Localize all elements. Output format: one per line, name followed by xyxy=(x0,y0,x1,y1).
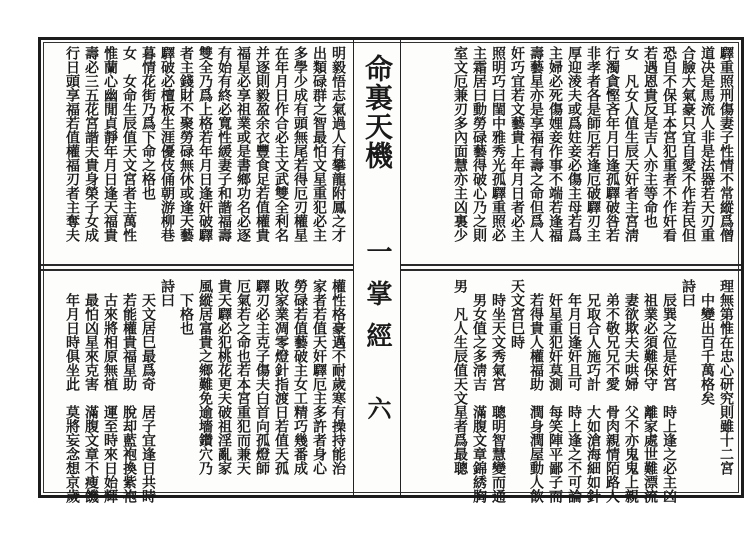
text-column: 驛重照刑傷妻子性情不常縱爲僧 xyxy=(718,46,734,242)
poem-verse xyxy=(584,279,602,503)
verse-line: 運至時來日始輝 xyxy=(102,405,118,503)
verse-line: 奸星重犯奸莫測 xyxy=(547,293,563,391)
verse-line: 弟不敬兄兄不愛 xyxy=(604,293,620,391)
right-page-bottom-panel xyxy=(401,273,741,503)
text-column: 恐自不保耳本宮犯重者不作奸看 xyxy=(661,46,677,242)
text-column: 暮情花街乃爲下命之格也 xyxy=(140,46,156,200)
text-column: 驛破必檀板生涯優伎俑朝游柳巷 xyxy=(159,46,175,242)
poem-verse xyxy=(527,279,545,503)
text-column: 中變出百千萬格矣 xyxy=(699,293,715,405)
section-heading: 天文宮巳時 xyxy=(509,279,525,349)
text-column: 者主錢財不聚勞碌無休或逢天藝 xyxy=(178,46,194,242)
verse-line: 妻欲欺夫夫哄婦 xyxy=(623,293,639,391)
poem-verse xyxy=(660,279,678,503)
right-page-top-panel xyxy=(401,40,741,264)
poem-verse xyxy=(120,279,138,503)
section-divider xyxy=(401,264,741,271)
verse-line: 骨肉親情陌路人 xyxy=(604,405,620,503)
text-column: 下格也 xyxy=(178,293,194,335)
poem-verse xyxy=(101,279,119,503)
left-page-top-panel xyxy=(41,40,353,264)
verse-line: 時上逢之不可論 xyxy=(566,405,582,503)
verse-line: 兄取合人施巧計 xyxy=(585,293,601,391)
verse-line: 滿腹文章不瘦饑 xyxy=(83,405,99,503)
text-column: 照明巧曰閨中雅秀光孤驛重照必 xyxy=(490,46,506,242)
text-column: 合臉大氣豪只宜自愛不作若民但 xyxy=(680,46,696,242)
verse-line: 若能權貴福星助 xyxy=(121,293,137,391)
text-column: 明毅悟志氣過人有攀龍附鳳之才 xyxy=(330,46,346,242)
text-column: 非孝者各是師厄若逢厄破驛刃主 xyxy=(585,46,601,242)
text-column: 主霜居曰動勞碌藝得破心乃之則 xyxy=(471,46,487,242)
text-column: 勞碌若值藝破主女工精巧幾番成 xyxy=(292,279,308,475)
poem-verse xyxy=(546,279,564,503)
text-column: 行日頭享福若值權福刃者主奪夫 xyxy=(64,46,80,242)
text-column: 惟蘭心幽閒貞靜年月日逢天福貴 xyxy=(102,46,118,242)
poem-verse xyxy=(603,279,621,503)
spine-column xyxy=(353,40,401,495)
verse-line: 年月日時俱坐此 xyxy=(64,293,80,391)
verse-line: 男女值之多淸吉 xyxy=(471,293,487,391)
verse-line: 潤身潤屋動人飮 xyxy=(528,405,544,503)
verse-line: 辰巽之位是奸宮 xyxy=(661,293,677,391)
poem-verse xyxy=(470,279,488,503)
section-title: 一掌經 xyxy=(362,238,392,364)
text-column: 厚迎淩夫或爲妵妾必傷主母若爲 xyxy=(566,46,582,242)
poem-verse xyxy=(63,279,81,503)
verse-line: 古來將相原無植 xyxy=(102,293,118,391)
left-page-bottom-panel xyxy=(41,273,353,503)
text-column: 若遇恩貴反是吉人亦主等命也 xyxy=(642,46,658,228)
verse-line: 聰明智慧變而通 xyxy=(490,405,506,503)
text-column: 室文厄兼刃多內面慧亦主凶裏少 xyxy=(452,46,468,242)
verse-line: 父不亦鬼鬼上親 xyxy=(623,405,639,503)
book-title: 命裏天機 xyxy=(361,54,394,170)
verse-line: 最怕凶星來克害 xyxy=(83,293,99,391)
book-spread xyxy=(38,37,744,503)
text-column: 理無第惟在忠心研究則雖十二宮 xyxy=(718,279,734,475)
verse-line: 時坐天文秀氣宮 xyxy=(490,293,506,391)
text-column: 主婦必死傷娌妾作事不端若逢福 xyxy=(547,46,563,242)
verse-line: 若得貴人權福助 xyxy=(528,293,544,391)
text-column: 出類碌群之智最怕文星重犯必主 xyxy=(311,46,327,242)
page-number: 六 xyxy=(363,396,392,420)
verse-line: 莫將妄念想京歲 xyxy=(64,405,80,503)
text-column: 雙全乃爲上格若年月日逢奸破驛 xyxy=(197,46,213,242)
verse-line: 天文居巳最爲奇 xyxy=(140,293,156,391)
text-column: 敗家業凋零燈針指渡日若值天孤 xyxy=(273,279,289,475)
text-column: 厄氣若之命也若本宮重犯而兼天 xyxy=(235,279,251,475)
verse-line: 脫却藍袍換紫袍 xyxy=(121,405,137,503)
verse-line: 大如滄海細如針 xyxy=(585,405,601,503)
poem-verse xyxy=(489,279,507,503)
text-column: 壽藝星亦是享福有壽之命但爲人 xyxy=(528,46,544,242)
text-column: 女 凡女人值生辰天奸者主宮淸 xyxy=(623,46,639,242)
text-column: 行濁貪慳吝年月日逢孤驛破咎若 xyxy=(604,46,620,242)
text-column: 并逐則毅盈余衣豐食足若值權貴 xyxy=(254,46,270,242)
verse-line: 每笑陣平鄙子而 xyxy=(547,405,563,503)
poem-verse xyxy=(565,279,583,503)
text-column: 男 凡人生辰值天文星者爲最聰 xyxy=(452,279,468,475)
verse-line: 滿腹文章錦綉胸 xyxy=(471,405,487,503)
poem-verse xyxy=(82,279,100,503)
text-column: 多學少成有頭無尾若得厄刃權星 xyxy=(292,46,308,242)
poem-verse xyxy=(622,279,640,503)
text-column: 壽必三五花宮諧夫貴身榮子女成 xyxy=(83,46,99,242)
text-column: 驛刃必主克子傷夫白首向孤燈師 xyxy=(254,279,270,475)
verse-line: 居子宜逢日共時 xyxy=(140,405,156,503)
verse-line: 祖業必須難保守 xyxy=(642,293,658,391)
poem-verse xyxy=(641,279,659,503)
text-column: 在年月日作合必主文武雙全利名 xyxy=(273,46,289,242)
text-column: 風縱居富貴之鄉難免逾墻鑽穴乃 xyxy=(197,279,213,475)
poem-heading: 詩曰 xyxy=(680,279,696,307)
text-column: 家者若值天奸驛厄主多許者身心 xyxy=(311,279,327,475)
text-column: 有始有終必寬性緩妻子和諧福壽 xyxy=(216,46,232,242)
left-page xyxy=(41,40,353,503)
text-column: 女 女命生辰值天文宮者主萬性 xyxy=(121,46,137,242)
verse-line: 時上逢之必主凶 xyxy=(661,405,677,503)
verse-line: 年月日逢奸且可 xyxy=(566,293,582,391)
text-column: 福星必享祖業或是書鄉功名必逐 xyxy=(235,46,251,242)
verse-line: 離家處世難漂流 xyxy=(642,405,658,503)
poem-verse xyxy=(139,279,157,503)
text-column: 權性格豪邁不耐歲寒有操持能治 xyxy=(330,279,346,475)
text-column: 道决是馬流人非是法器若天刃重 xyxy=(699,46,715,242)
poem-heading: 詩曰 xyxy=(159,279,175,307)
right-page xyxy=(401,40,741,503)
text-column: 貴天驛必犯桃花更夫破祖淫亂家 xyxy=(216,279,232,475)
text-column: 奸巧宜若文藝貴上年月日者必主 xyxy=(509,46,525,242)
section-divider xyxy=(41,264,353,271)
